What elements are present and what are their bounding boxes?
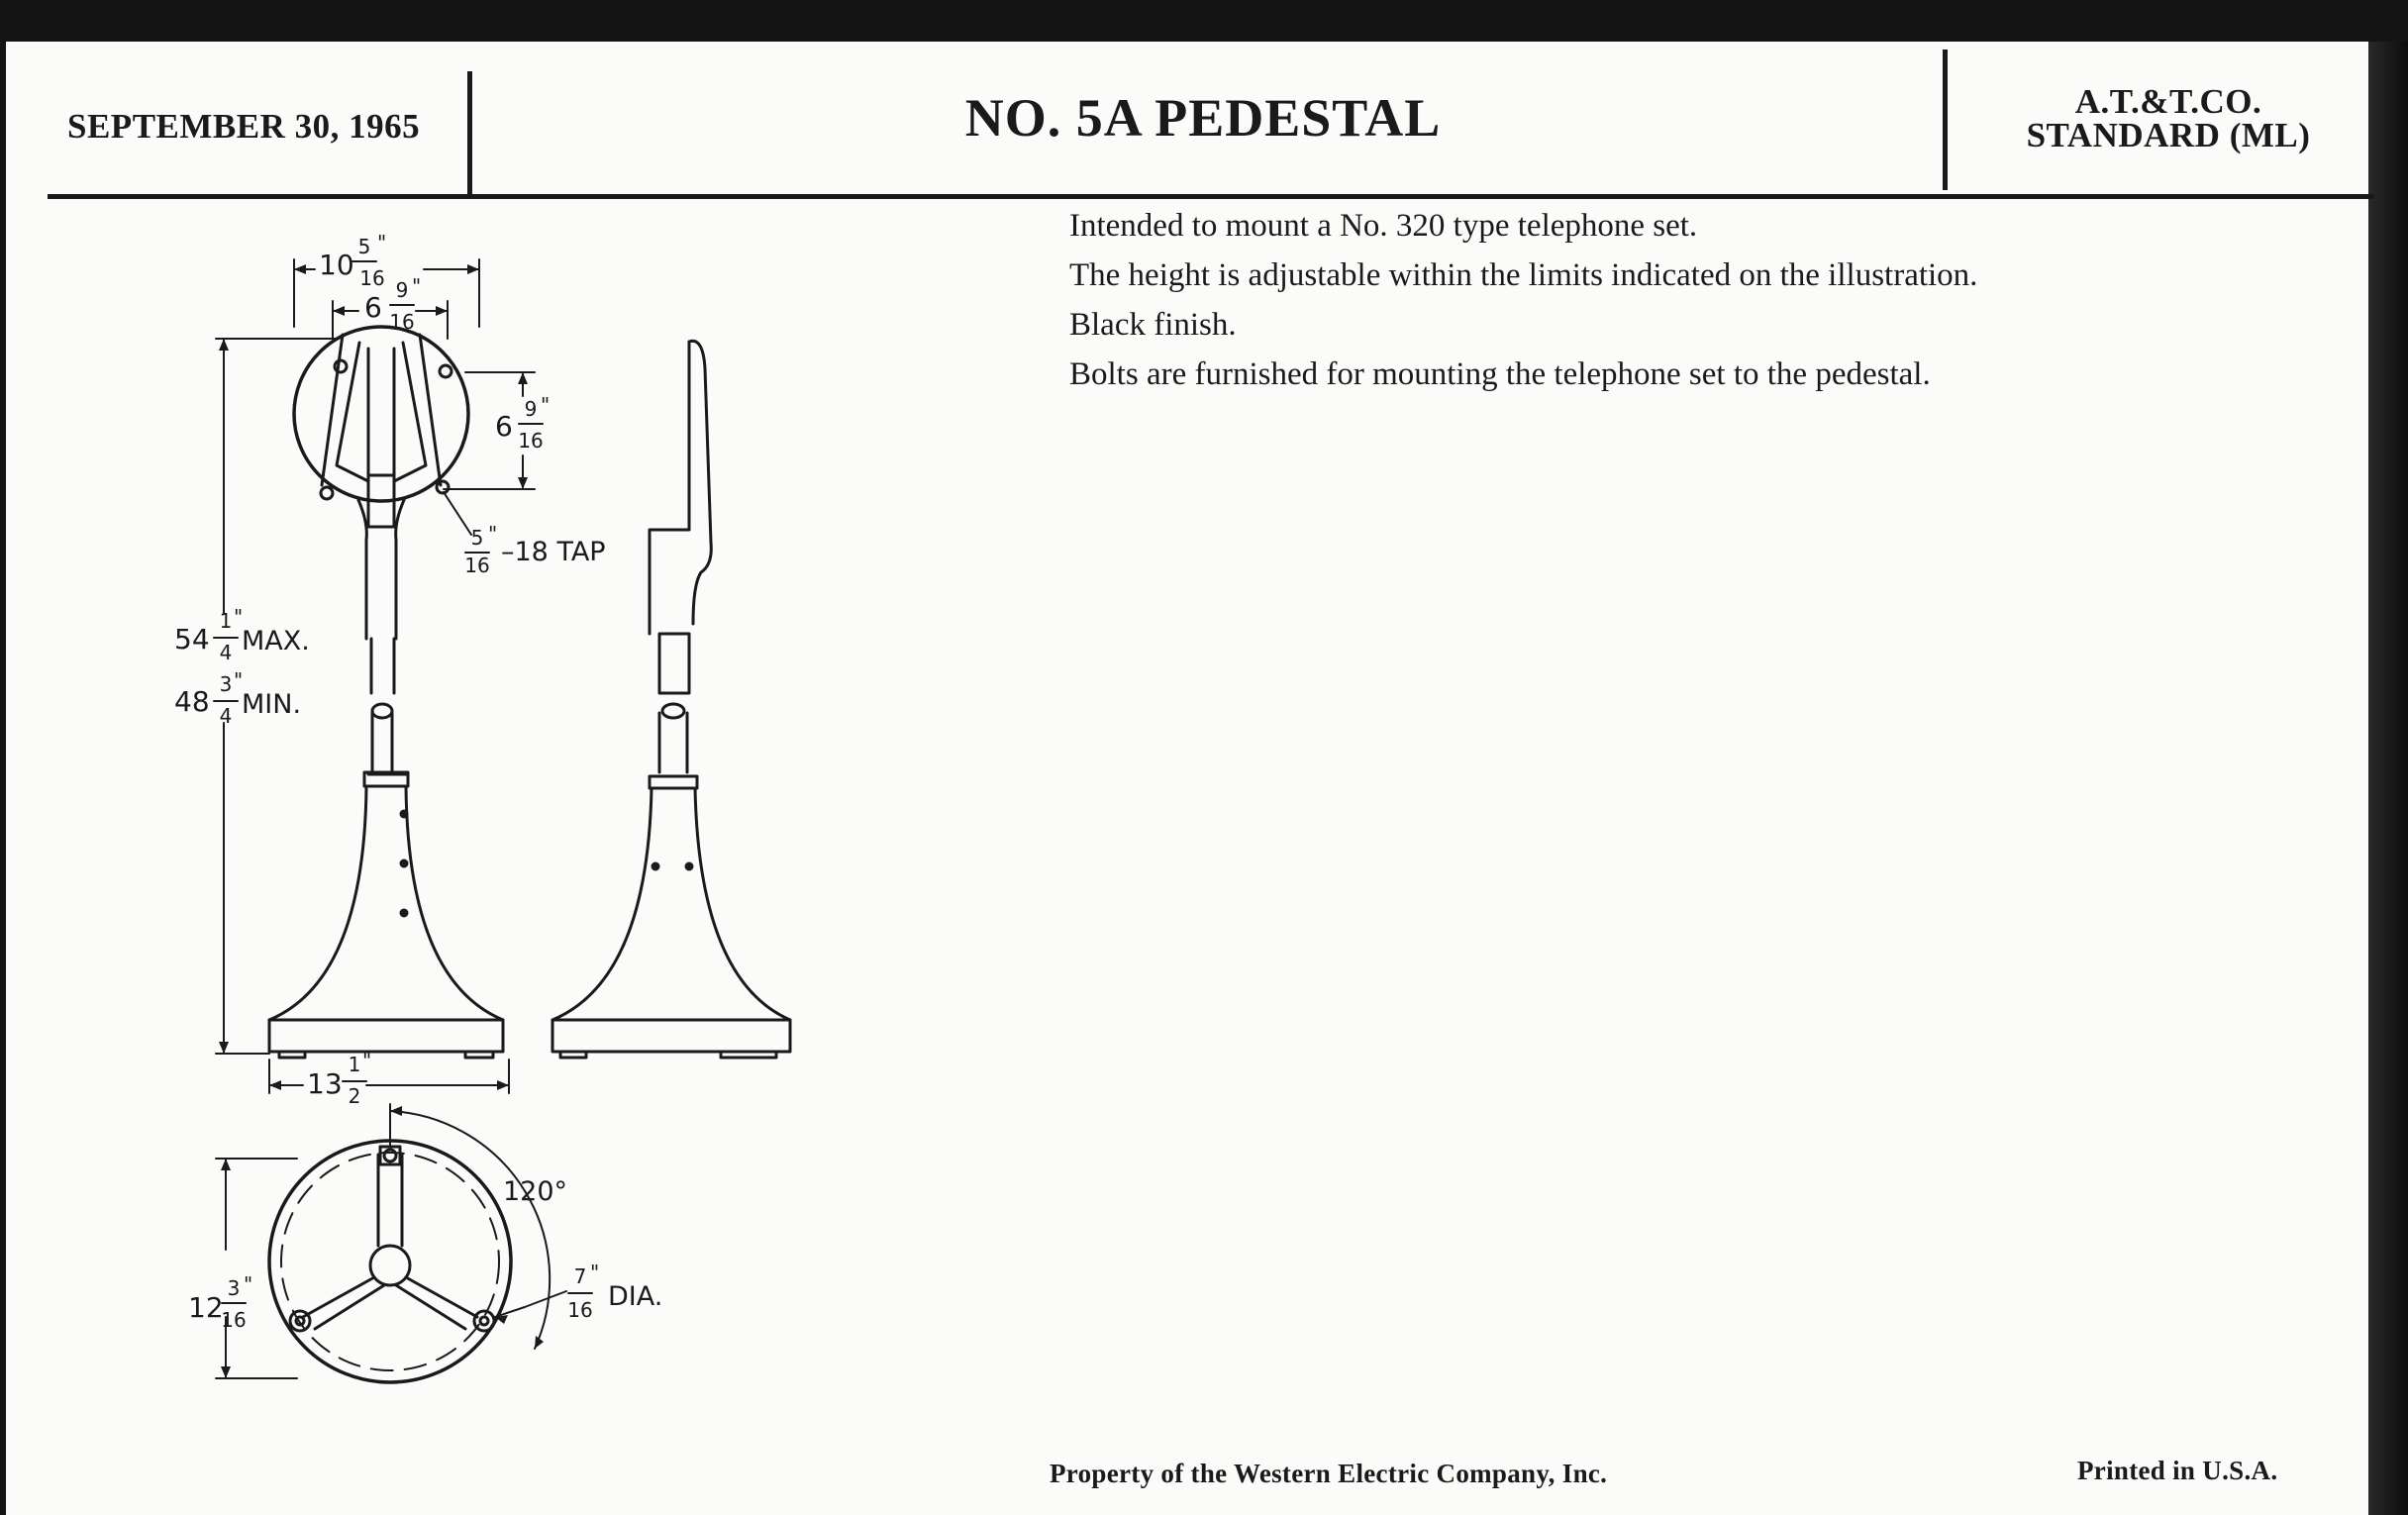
hole-dia-den: 16 [567,1298,593,1322]
hole-dia-inch: " [590,1261,600,1284]
description-line: Bolts are furnished for mounting the telephone set to the pedestal. [1069,356,1931,392]
base-dia-whole: 12 [188,1291,224,1324]
tap-inch: " [488,522,498,546]
base-dia-num: 3 [227,1276,241,1300]
standard-line-1: A.T.&T.CO. [2074,82,2262,121]
max-height-den: 4 [219,641,233,664]
min-height-inch: " [234,668,244,692]
dimension-lines [216,259,566,1378]
dim-top-inner-inch: " [412,274,422,298]
base-width-whole: 13 [307,1067,343,1100]
max-height-label: MAX. [242,626,310,656]
tap-num: 5 [470,526,484,550]
dim-top-outer-den: 16 [359,266,385,290]
hole-dia-num: 7 [573,1264,587,1288]
page-title: NO. 5A PEDESTAL [964,88,1442,148]
dim-side-inch: " [541,393,551,417]
angle-label: 120° [503,1176,568,1207]
description-line: Intended to mount a No. 320 type telephone set. [1069,208,1698,244]
tap-label: –18 TAP [501,537,606,567]
dim-top-outer-whole: 10 [319,249,354,281]
dim-top-inner-whole: 6 [364,291,382,324]
max-height-whole: 54 [174,623,210,656]
dim-top-inner-num: 9 [395,278,409,302]
base-width-den: 2 [348,1084,361,1108]
description-line: Black finish. [1069,307,1237,343]
dim-top-outer-inch: " [377,231,387,254]
front-view [269,327,503,1058]
description-line: The height is adjustable within the limits indicated on the illustration. [1069,257,1978,293]
hole-dia-label: DIA. [608,1281,663,1312]
min-height-num: 3 [219,672,233,696]
tap-den: 16 [464,554,490,577]
min-height-whole: 48 [174,685,210,718]
dim-side-den: 16 [518,429,544,453]
dim-side-num: 9 [524,397,538,421]
base-width-inch: " [362,1049,372,1072]
footer-printed: Printed in U.S.A. [2077,1456,2278,1485]
base-dia-den: 16 [221,1308,247,1332]
side-view [552,341,790,1058]
footer-property: Property of the Western Electric Company, Inc. [1050,1459,1608,1488]
min-height-label: MIN. [242,689,302,720]
dim-top-inner-den: 16 [389,310,415,334]
header-date: SEPTEMBER 30, 1965 [67,107,421,146]
min-height-den: 4 [219,704,233,728]
base-width-num: 1 [348,1053,361,1076]
max-height-num: 1 [219,609,233,633]
max-height-inch: " [234,605,244,629]
standard-line-2: STANDARD (ML) [2026,116,2311,154]
base-dia-inch: " [244,1272,253,1296]
dim-side-whole: 6 [495,410,513,443]
dimension-labels [174,231,662,1332]
dim-top-outer-num: 5 [357,235,371,258]
base-plan-view [269,1141,511,1382]
